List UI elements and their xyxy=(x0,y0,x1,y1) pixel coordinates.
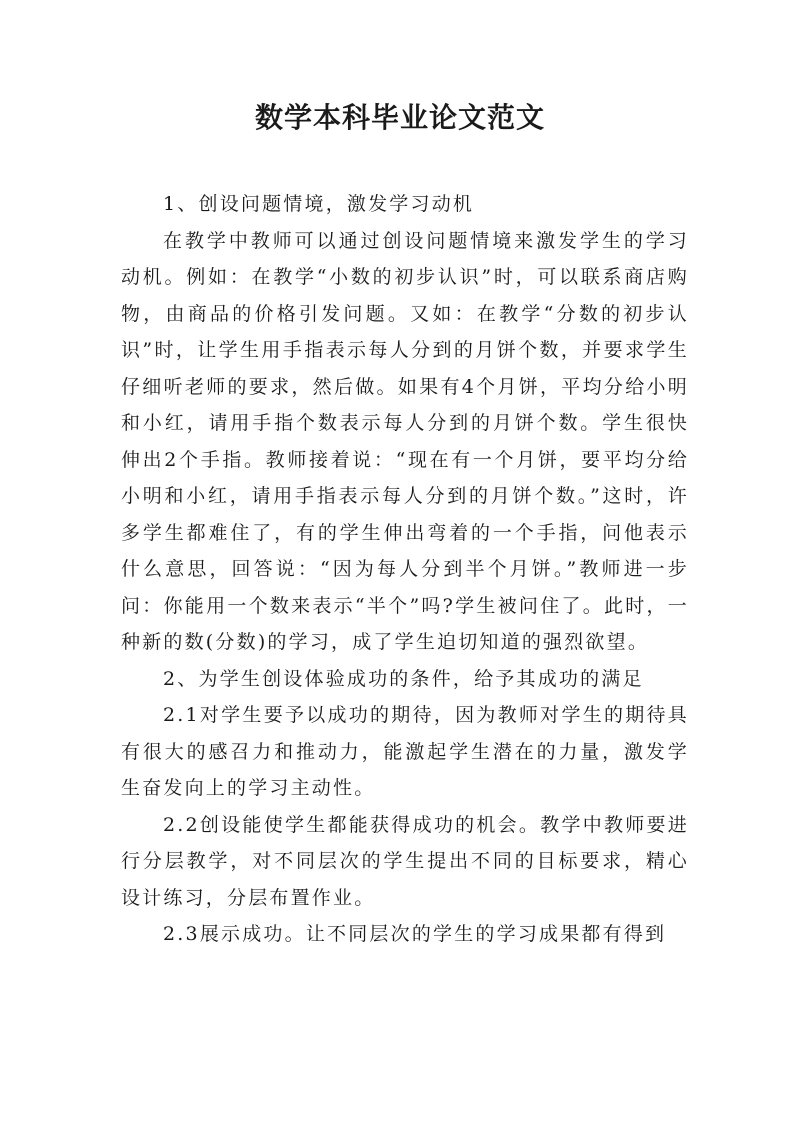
document-body xyxy=(121,186,689,953)
section-heading-1: 1、创设问题情境，激发学习动机 xyxy=(163,193,475,215)
document-title: 数学本科毕业论文范文 xyxy=(254,101,545,134)
section-heading-2: 2、为学生创设体验成功的条件，给予其成功的满足 xyxy=(163,667,644,690)
paragraph-2-3: 2.3展示成功。让不同层次的学生的学习成果都有得到 xyxy=(163,923,667,945)
paragraph-1: 在教学中教师可以通过创设问题情境来激发学生的学习动机。例如：在教学“小数的初步认识”时，可以联系商店购物，由商品的价格引发问题。又如：在教学“分数的初步认识”时，让学生用手指表示每人分到的月饼个数，并要求学生仔细听老师的要求，然后做。如果有4个月饼，平均分给小明和小红，请用手指个数表示每人分到的月饼个数。学生很快伸出2个手指。教师接着说：“现在有一个月饼，要平均分给小明和小红，请用手指表示每人分到的月饼个数。”这时，许多学生都难住了，有的学生伸出弯着的一个手指，问他表示什么意思，回答说：“因为每人分到半个月饼。”教师进一步问：你能用一个数来表示“半个”吗?学生被问住了。此时，一种新的数(分数)的学习，成了学生迫切知道的强烈欲望。 xyxy=(121,229,689,653)
paragraph-2-1: 2.1对学生要予以成功的期待，因为教师对学生的期待具有很大的感召力和推动力，能激起学生潜在的力量，激发学生奋发向上的学习主动性。 xyxy=(121,704,689,799)
paragraph-2-2: 2.2创设能使学生都能获得成功的机会。教学中教师要进行分层教学，对不同层次的学生提出不同的目标要求，精心设计练习，分层布置作业。 xyxy=(121,813,689,909)
